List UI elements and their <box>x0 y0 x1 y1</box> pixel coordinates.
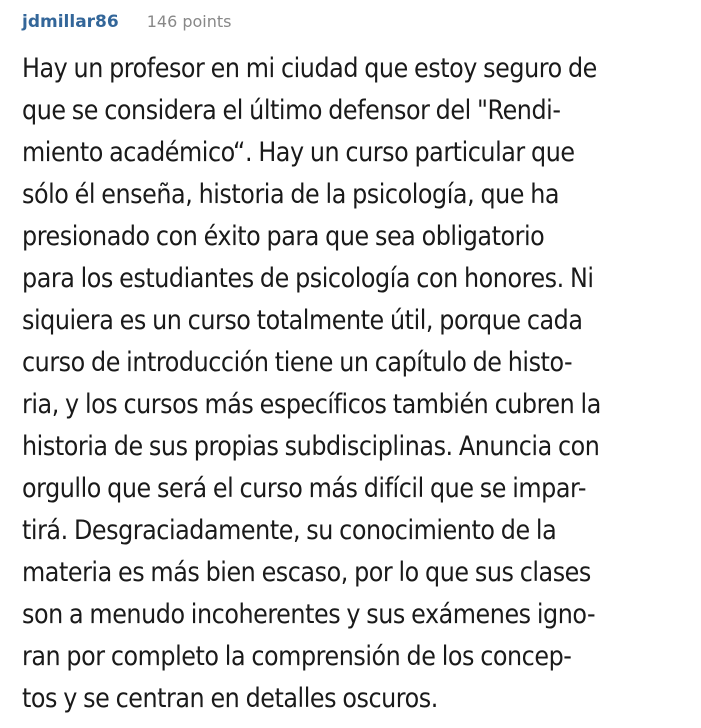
comment-body <box>22 48 687 720</box>
comment-line: curso de introducción tiene un capítulo de histo- <box>22 347 573 378</box>
comment-line: orgullo que será el curso más difícil que se impar- <box>22 473 587 504</box>
comment-line: materia es más bien escaso, por lo que sus clases <box>22 557 591 588</box>
comment-line: ran por completo la comprensión de los concep- <box>22 641 572 672</box>
comment-line: que se considera el último defensor del "Rendi- <box>22 95 561 126</box>
comment-line: ria, y los cursos más específicos también cubren la <box>22 389 601 420</box>
username-link[interactable]: jdmillar86 <box>22 12 119 32</box>
comment-line: son a menudo incoherentes y sus exámenes igno- <box>22 599 596 630</box>
comment-meta <box>22 12 687 44</box>
comment-line: miento académico“. Hay un curso particular que <box>22 137 575 168</box>
points-count: 146 points <box>146 12 232 31</box>
comment-line: tirá. Desgraciadamente, su conocimiento de la <box>22 515 557 546</box>
comment-line: historia de sus propias subdisciplinas. Anuncia con <box>22 431 600 462</box>
comment-line: tos y se centran en detalles oscuros. <box>22 683 438 714</box>
comment-line: para los estudiantes de psicología con honores. Ni <box>22 263 594 294</box>
comment-line: siquiera es un curso totalmente útil, porque cada <box>22 305 583 336</box>
comment-line: Hay un profesor en mi ciudad que estoy seguro de <box>22 53 597 84</box>
comment-line: sólo él enseña, historia de la psicología, que ha <box>22 179 560 210</box>
comment-line: presionado con éxito para que sea obligatorio <box>22 221 545 252</box>
